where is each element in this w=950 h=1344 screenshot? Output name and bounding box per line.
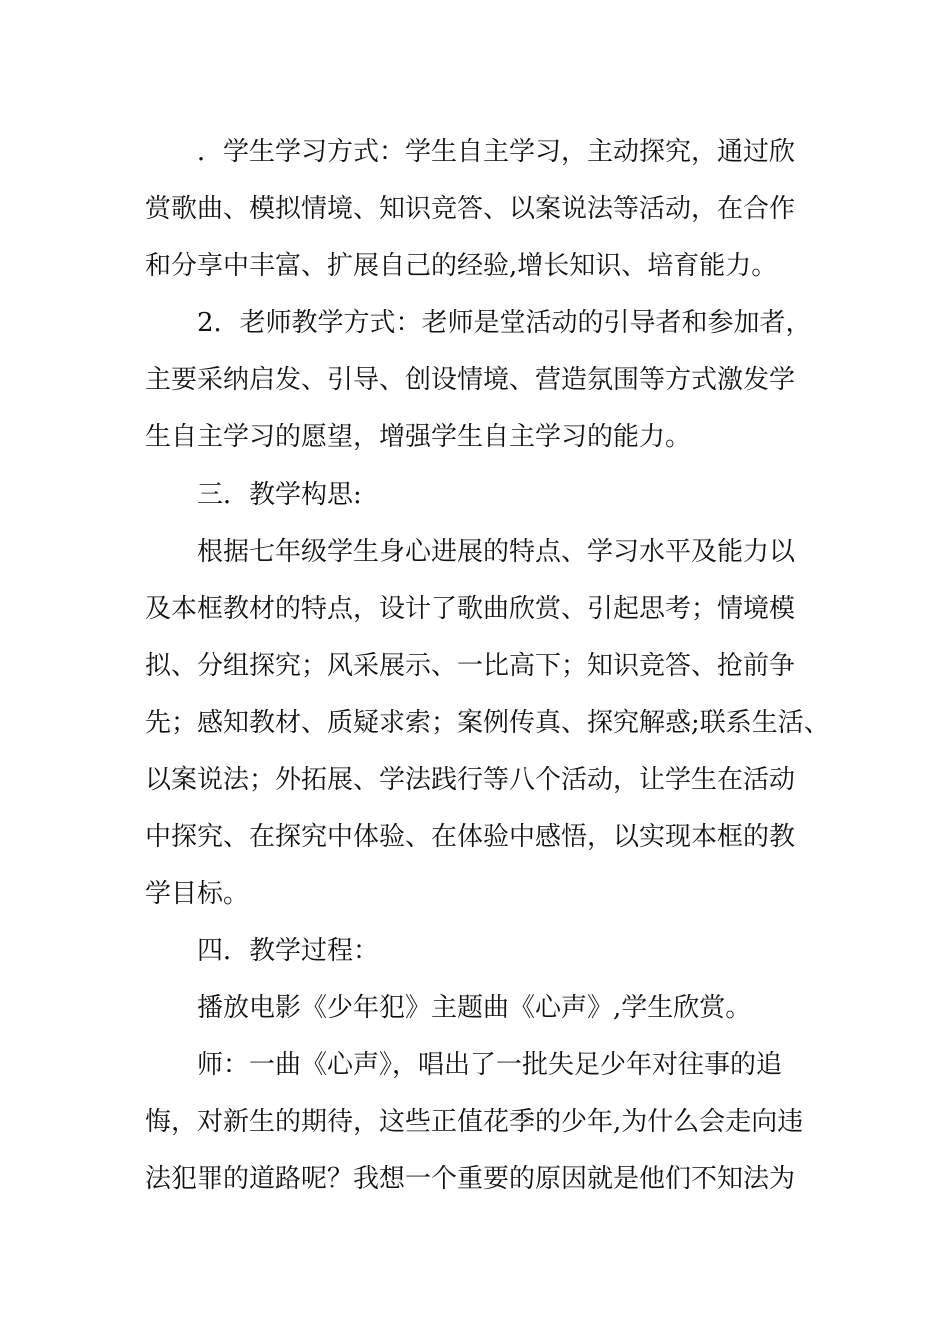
- text-line-8: 根据七年级学生身心进展的特点、学习水平及能力以: [197, 537, 796, 567]
- text-line-13: 中探究、在探究中体验、在体验中感悟，以实现本框的教: [145, 822, 796, 852]
- text-line-10: 拟、分组探究；风采展示、一比高下；知识竞答、抢前争: [145, 651, 796, 681]
- section-heading-4: 四．教学过程：: [197, 936, 380, 966]
- text-line-19: 法犯罪的道路呢？我想一个重要的原因就是他们不知法为: [145, 1164, 796, 1194]
- text-line-2: 赏歌曲、模拟情境、知识竞答、以案说法等活动，在合作: [145, 194, 796, 224]
- text-line-16: 播放电影《少年犯》主题曲《心声》,学生欣赏。: [197, 993, 752, 1023]
- text-line-11: 先；感知教材、质疑求索；案例传真、探究解惑;联系生活、: [145, 708, 830, 738]
- text-line-6: 生自主学习的愿望，增强学生自主学习的能力。: [145, 422, 692, 452]
- section-heading-3: 三．教学构思:: [197, 480, 362, 510]
- text-line-17: 师：一曲《心声》，唱出了一批失足少年对往事的追: [197, 1050, 783, 1080]
- text-line-1: ．学生学习方式：学生自主学习，主动探究，通过欣: [197, 137, 796, 167]
- text-line-3: 和分享中丰富、扩展自己的经验,增长知识、培育能力。: [145, 251, 778, 281]
- text-line-12: 以案说法；外拓展、学法践行等八个活动，让学生在活动: [145, 765, 796, 795]
- text-line-14: 学目标。: [145, 879, 250, 909]
- text-line-4: 2．老师教学方式：老师是堂活动的引导者和参加者，: [197, 308, 812, 338]
- text-line-9: 及本框教材的特点，设计了歌曲欣赏、引起思考；情境模: [145, 594, 796, 624]
- text-line-5: 主要采纳启发、引导、创设情境、营造氛围等方式激发学: [145, 365, 796, 395]
- text-line-18: 悔，对新生的期待，这些正值花季的少年,为什么会走向违: [145, 1107, 804, 1137]
